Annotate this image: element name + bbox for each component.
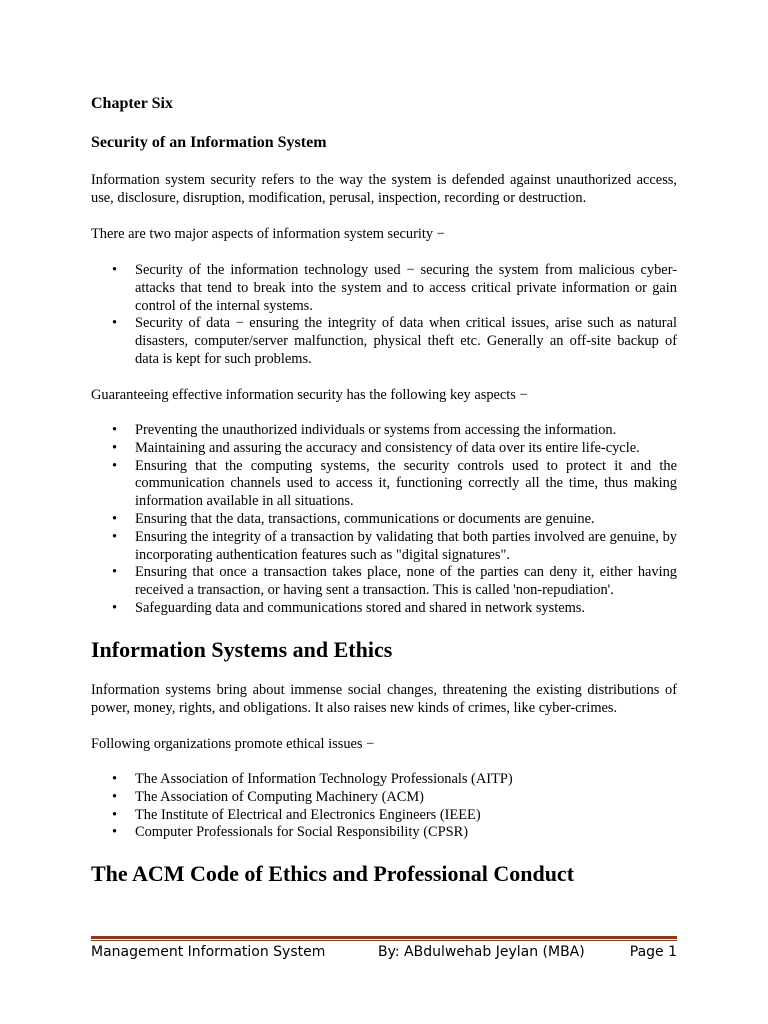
organizations-list [91, 771, 677, 842]
list-item: • Security of data − ensuring the integrity of data when critical issues, arise such as natural disasters, computer/server malfunction, physical theft etc. Generally an off-site backup of data is kept for such problems. [112, 315, 677, 367]
bullet-icon: • [112, 422, 118, 438]
list-item: • Preventing the unauthorized individuals or systems from accessing the information. [112, 422, 617, 438]
bullet-icon: • [112, 315, 118, 332]
ethics-intro-paragraph: Information systems bring about immense social changes, threatening the existing distributions of power, money, rights, and obligations. It also raises new kinds of crimes, like cyber-crimes. [91, 682, 677, 716]
footer-page-number: Page 1 [629, 944, 677, 960]
aspects-list [91, 262, 677, 369]
orgs-lead-paragraph: Following organizations promote ethical issues − [91, 736, 375, 752]
list-item: • Ensuring that once a transaction takes place, none of the parties can deny it, either having received a transaction, or having sent a transaction. This is called 'non-repudiation'. [112, 564, 677, 599]
list-item: • Security of the information technology used − securing the system from malicious cyber-attacks that tend to break into the system and to access critical private information or gain control of the internal systems. [112, 262, 677, 314]
footer-author: By: ABdulwehab Jeylan (MBA) [378, 944, 585, 960]
footer-rule [91, 936, 677, 939]
bullet-icon: • [112, 262, 118, 278]
bullet-icon: • [112, 564, 118, 581]
bullet-icon: • [112, 824, 118, 841]
chapter-title: Chapter Six [91, 95, 173, 112]
list-item: • The Association of Computing Machinery (ACM) [112, 788, 424, 805]
list-item: • The Institute of Electrical and Electronics Engineers (IEEE) [112, 806, 481, 823]
footer-rule-thin [91, 940, 677, 941]
list-item: • Ensuring that the data, transactions, communications or documents are genuine. [112, 510, 595, 527]
key-aspects-lead-paragraph: Guaranteeing effective information security has the following key aspects − [91, 387, 528, 403]
list-item: • The Association of Information Technology Professionals (AITP) [112, 771, 513, 787]
bullet-icon: • [112, 788, 118, 805]
list-item: • Ensuring the integrity of a transaction by validating that both parties involved are genuine, by incorporating authentication features such as "digital signatures". [112, 528, 677, 563]
bullet-icon: • [112, 439, 118, 456]
aspects-lead-paragraph: There are two major aspects of information system security − [91, 226, 445, 242]
list-item: • Maintaining and assuring the accuracy and consistency of data over its entire life-cycle. [112, 439, 640, 456]
key-aspects-list [91, 422, 677, 618]
bullet-icon: • [112, 510, 118, 527]
list-item: • Computer Professionals for Social Responsibility (CPSR) [112, 824, 468, 841]
list-item: • Safeguarding data and communications stored and shared in network systems. [112, 599, 585, 616]
bullet-icon: • [112, 599, 118, 616]
acm-heading: The ACM Code of Ethics and Professional Conduct [91, 861, 575, 886]
section-title: Security of an Information System [91, 134, 327, 151]
bullet-icon: • [112, 806, 118, 823]
footer-title: Management Information System [91, 944, 326, 960]
bullet-icon: • [112, 457, 118, 474]
bullet-icon: • [112, 528, 118, 545]
bullet-icon: • [112, 771, 118, 787]
list-item: • Ensuring that the computing systems, the security controls used to protect it and the communication channels used to access it, functioning correctly all the time, thus making information available in all situations. [112, 457, 677, 510]
ethics-heading: Information Systems and Ethics [91, 637, 393, 662]
intro-paragraph: Information system security refers to the way the system is defended against unauthorized access, use, disclosure, disruption, modification, perusal, inspection, recording or destruction. [91, 172, 677, 206]
